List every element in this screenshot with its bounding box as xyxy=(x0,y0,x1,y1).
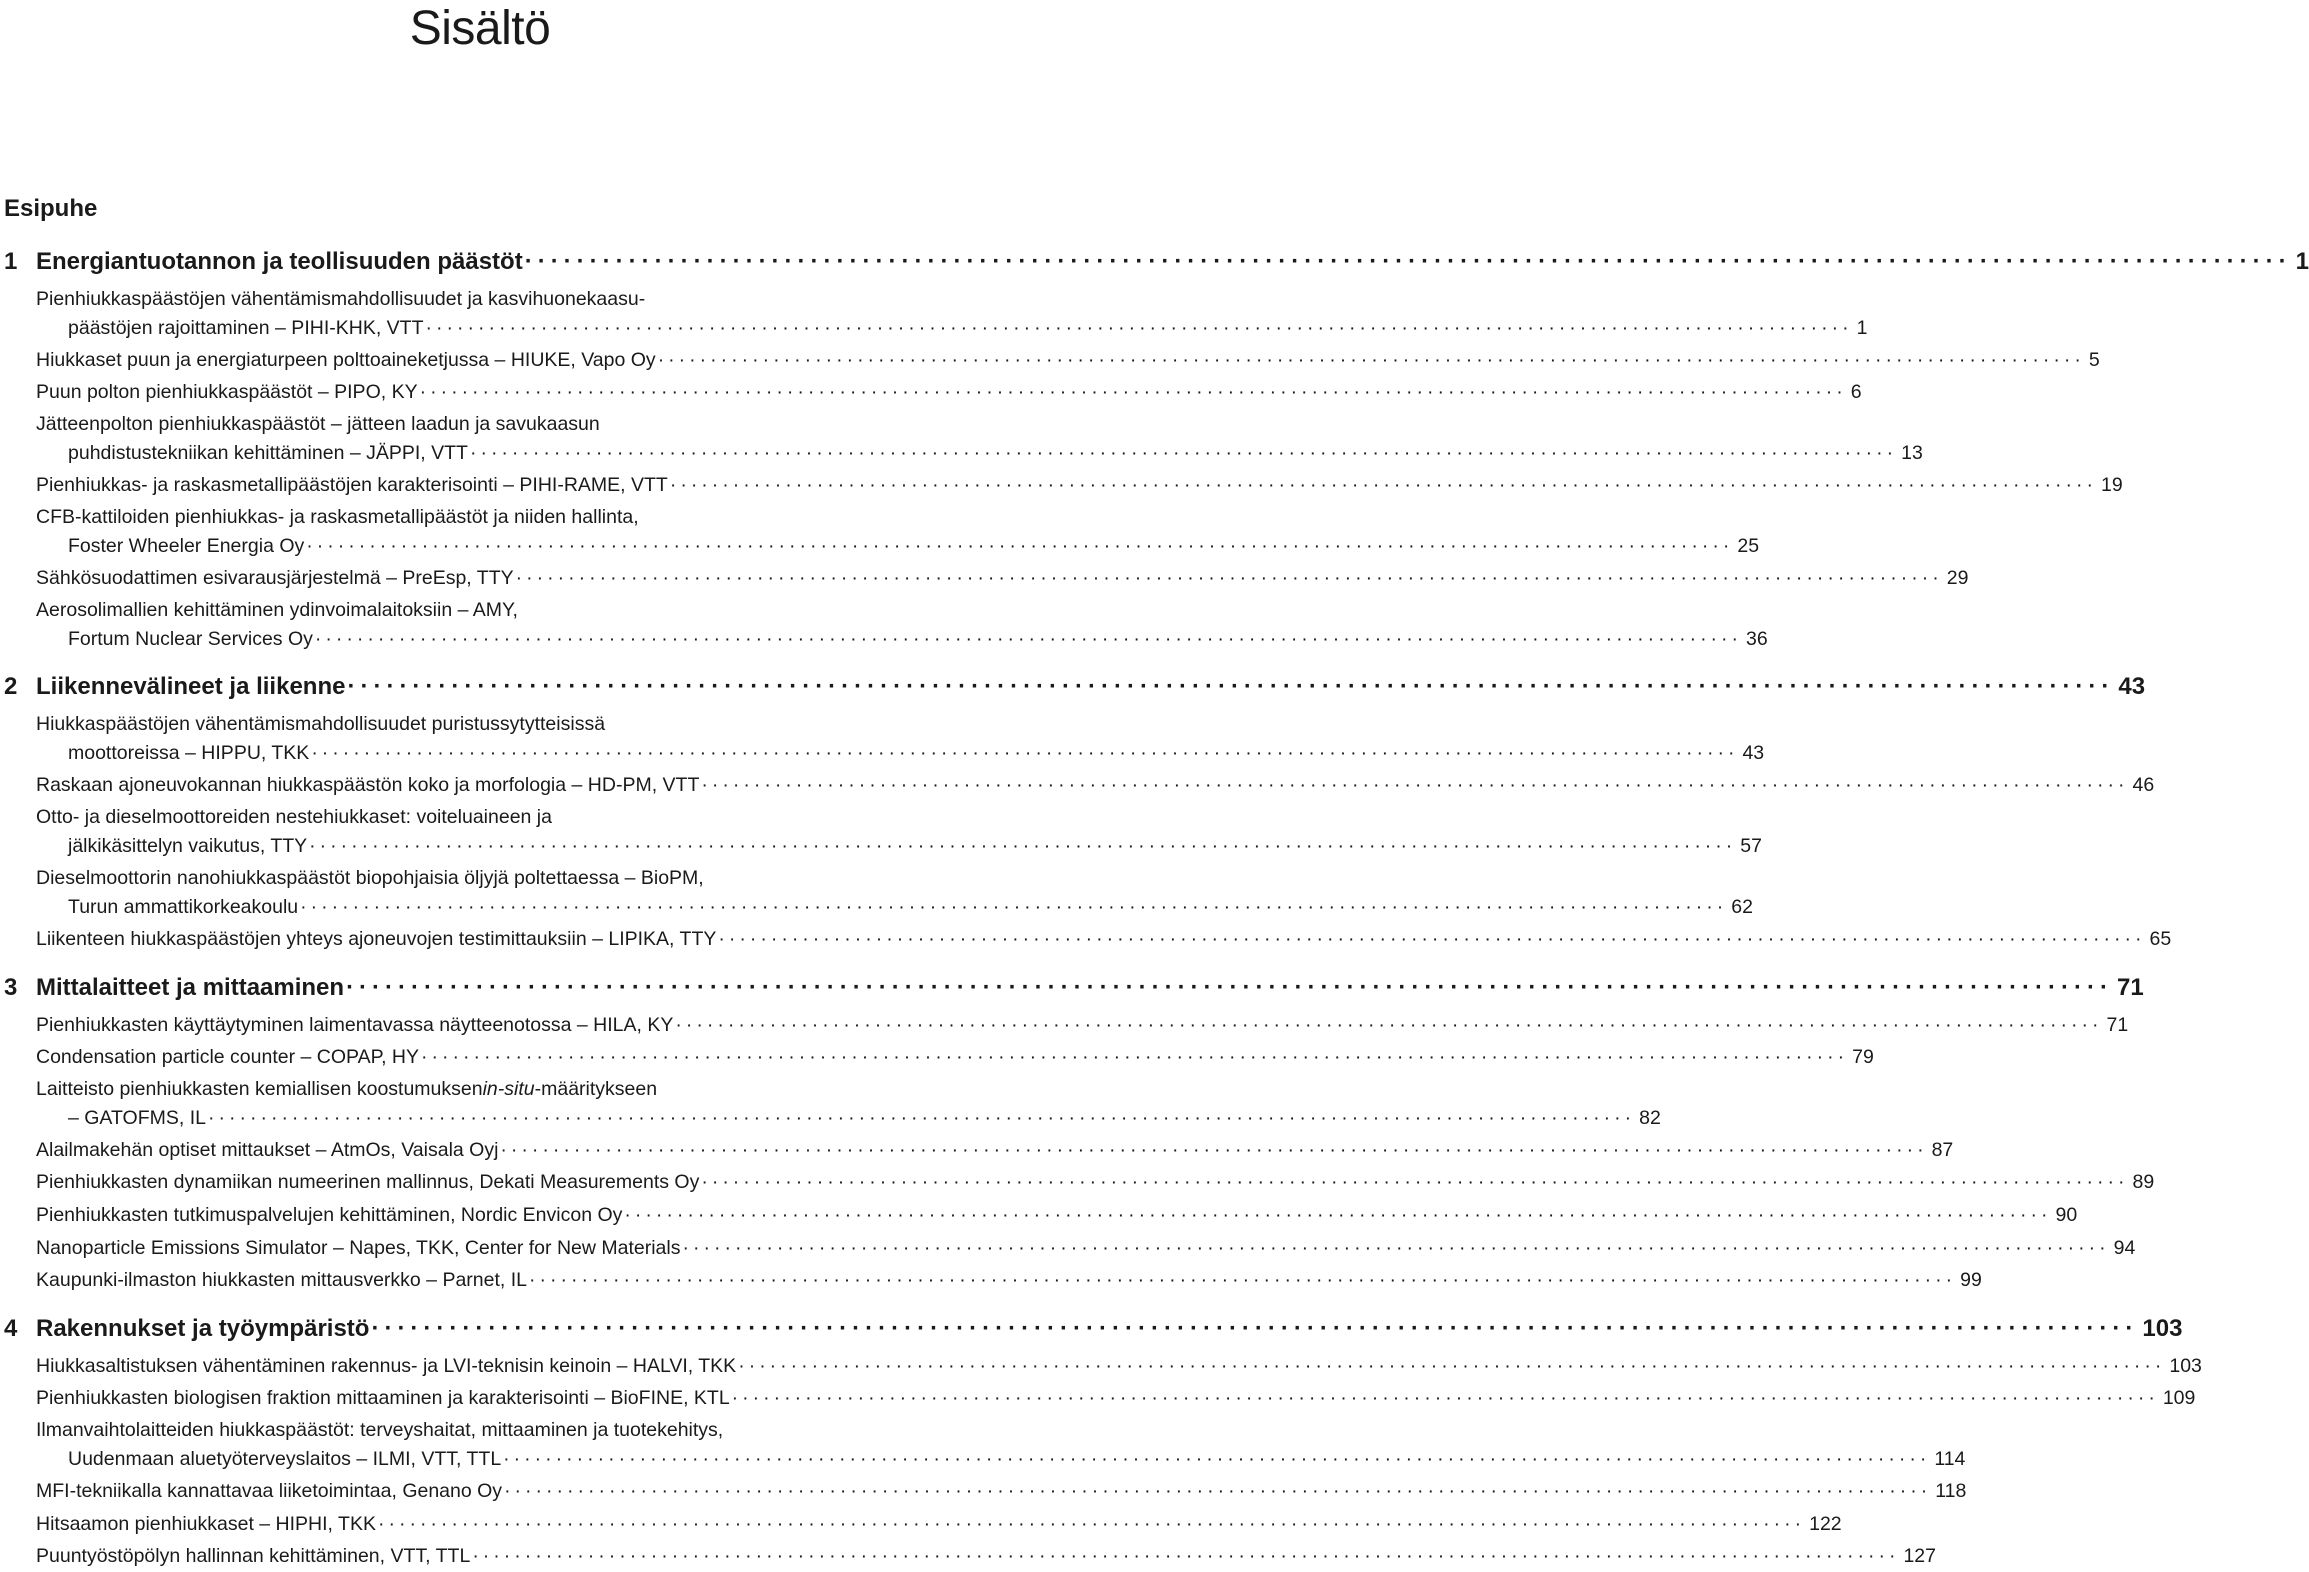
entry-title: Hiukkasaltistuksen vähentäminen rakennus- ja LVI-teknisin keinoin – HALVI, TKK xyxy=(36,1355,737,1377)
toc-entry[interactable] xyxy=(0,893,1753,921)
leader-dots xyxy=(529,1266,1956,1294)
leader-dots xyxy=(472,1542,1899,1570)
page-number: 118 xyxy=(1935,1480,1967,1502)
page-number: 46 xyxy=(2132,774,2155,796)
entry-title: – GATOFMS, IL xyxy=(68,1107,206,1129)
toc-entry[interactable] xyxy=(0,1542,1936,1570)
toc-entry[interactable] xyxy=(0,1104,1661,1132)
entry-title: Kaupunki-ilmaston hiukkasten mittausverkko – Parnet, IL xyxy=(36,1269,527,1291)
entry-title: Pienhiukkasten biologisen fraktion mittaaminen ja karakterisointi – BioFINE, KTL xyxy=(36,1387,730,1409)
entry-title: -määritykseen xyxy=(534,1078,658,1100)
leader-dots xyxy=(306,532,1733,560)
leader-dots xyxy=(732,1384,2159,1412)
toc-entry[interactable] xyxy=(0,1352,2202,1380)
leader-dots xyxy=(738,1352,2165,1380)
entry-title: Dieselmoottorin nanohiukkaspäästöt biopohjaisia öljyjä poltettaessa – BioPM, xyxy=(36,867,704,889)
leader-dots xyxy=(701,1168,2128,1196)
toc-entry[interactable] xyxy=(0,832,1762,860)
toc-entry[interactable] xyxy=(0,532,1760,560)
section-title: Rakennukset ja työympäristö xyxy=(36,1315,370,1342)
page-number: 36 xyxy=(1746,628,1768,650)
toc-entry[interactable] xyxy=(0,771,2155,799)
entry-title: Pienhiukkasten käyttäytyminen laimentavassa näytteenotossa – HILA, KY xyxy=(36,1014,674,1036)
toc-entry-line[interactable] xyxy=(0,1075,657,1103)
page-number: 87 xyxy=(1931,1139,1954,1161)
page-number: 13 xyxy=(1901,442,1923,464)
page-number: 6 xyxy=(1850,381,1862,403)
leader-dots xyxy=(658,346,2085,374)
section-heading[interactable] xyxy=(0,972,2144,1004)
entry-title: Alailmakehän optiset mittaukset – AtmOs, Vaisala Oyj xyxy=(36,1139,499,1161)
leader-dots xyxy=(504,1477,1931,1505)
entry-title: Liikenteen hiukkaspäästöjen yhteys ajoneuvojen testimittauksiin – LIPIKA, TTY xyxy=(36,928,717,950)
page-title: Sisältö xyxy=(409,2,551,55)
entry-title: päästöjen rajoittaminen – PIHI-KHK, VTT xyxy=(68,317,424,339)
section-heading[interactable] xyxy=(0,671,2146,703)
leader-dots xyxy=(718,925,2145,953)
leader-dots xyxy=(470,439,1897,467)
entry-title: Puuntyöstöpölyn hallinnan kehittäminen, VTT, TTL xyxy=(36,1545,471,1567)
section-title: Liikennevälineet ja liikenne xyxy=(36,673,346,700)
entry-title: Pienhiukkaspäästöjen vähentämismahdollisuudet ja kasvihuonekaasu- xyxy=(36,288,646,310)
page-number: 127 xyxy=(1903,1545,1936,1567)
section-number: 4 xyxy=(4,1315,18,1342)
page-number: 79 xyxy=(1852,1046,1874,1068)
leader-dots xyxy=(347,671,2114,703)
toc-entry[interactable] xyxy=(0,1266,1982,1294)
page-number: 19 xyxy=(2100,474,2123,496)
leader-dots xyxy=(371,1313,2138,1345)
entry-title: moottoreissa – HIPPU, TKK xyxy=(68,742,310,764)
entry-title: puhdistustekniikan kehittäminen – JÄPPI, VTT xyxy=(68,442,468,464)
entry-title: Pienhiukkasten dynamiikan numeerinen mallinnus, Dekati Measurements Oy xyxy=(36,1171,700,1193)
leader-dots xyxy=(624,1201,2051,1229)
entry-title: Nanoparticle Emissions Simulator – Napes, TKK, Center for New Materials xyxy=(36,1237,681,1259)
leader-dots xyxy=(311,739,1738,767)
toc-entry[interactable] xyxy=(0,1168,2155,1196)
page-number: 71 xyxy=(2117,974,2144,1001)
page-number: 109 xyxy=(2162,1387,2196,1409)
toc-entry[interactable] xyxy=(0,439,1923,467)
toc-entry[interactable] xyxy=(0,378,1862,406)
toc-entry-line[interactable] xyxy=(0,503,639,531)
toc-entry-line[interactable] xyxy=(0,803,552,831)
entry-title: Hiukkaspäästöjen vähentämismahdollisuudet puristussytytteisissä xyxy=(36,713,606,735)
page-number: 89 xyxy=(2132,1171,2155,1193)
leader-dots xyxy=(503,1445,1930,1473)
entry-title: Otto- ja dieselmoottoreiden nestehiukkaset: voiteluaineen ja xyxy=(36,806,552,828)
page-number: 71 xyxy=(2106,1014,2129,1036)
toc-entry[interactable] xyxy=(0,564,1969,592)
toc-entry[interactable] xyxy=(0,1384,2196,1412)
foreword-heading[interactable]: Esipuhe xyxy=(4,195,98,222)
leader-dots xyxy=(300,893,1727,921)
leader-dots xyxy=(682,1234,2109,1262)
entry-title: Hiukkaset puun ja energiaturpeen polttoaineketjussa – HIUKE, Vapo Oy xyxy=(36,349,656,371)
entry-title: Pienhiukkas- ja raskasmetallipäästöjen karakterisointi – PIHI-RAME, VTT xyxy=(36,474,668,496)
toc-entry[interactable] xyxy=(0,1477,1967,1505)
entry-title: Ilmanvaihtolaitteiden hiukkaspäästöt: terveyshaitat, mittaaminen ja tuotekehitys, xyxy=(36,1419,724,1441)
leader-dots xyxy=(309,832,1736,860)
entry-title: Raskaan ajoneuvokannan hiukkaspäästön koko ja morfologia – HD-PM, VTT xyxy=(36,774,700,796)
entry-title: CFB-kattiloiden pienhiukkas- ja raskasmetallipäästöt ja niiden hallinta, xyxy=(36,506,639,528)
toc-entry[interactable] xyxy=(0,1043,1874,1071)
page-number: 57 xyxy=(1740,835,1762,857)
page-number: 25 xyxy=(1737,535,1760,557)
section-number: 3 xyxy=(4,974,18,1001)
page-number: 122 xyxy=(1809,1513,1842,1535)
toc-entry[interactable] xyxy=(0,1011,2129,1039)
page-number: 114 xyxy=(1934,1448,1966,1470)
toc-entry[interactable] xyxy=(0,314,1868,342)
toc-entry[interactable] xyxy=(0,346,2100,374)
leader-dots xyxy=(346,972,2113,1004)
entry-title: Jätteenpolton pienhiukkaspäästöt – jätteen laadun ja savukaasun xyxy=(36,413,600,435)
entry-title: Puun polton pienhiukkaspäästöt – PIPO, KY xyxy=(36,381,418,403)
page-number: 94 xyxy=(2113,1237,2136,1259)
entry-title: Pienhiukkasten tutkimuspalvelujen kehittäminen, Nordic Envicon Oy xyxy=(36,1204,623,1226)
toc-entry[interactable] xyxy=(0,925,2172,953)
page-number: 62 xyxy=(1731,896,1753,918)
entry-title: Laitteisto pienhiukkasten kemiallisen koostumuksen xyxy=(36,1078,483,1100)
page-number: 5 xyxy=(2088,349,2100,371)
entry-title: Fortum Nuclear Services Oy xyxy=(68,628,313,650)
toc-entry[interactable] xyxy=(0,1136,1954,1164)
page-number: 99 xyxy=(1960,1269,1982,1291)
leader-dots xyxy=(426,314,1853,342)
page-number: 103 xyxy=(2169,1355,2202,1377)
entry-title: Turun ammattikorkeakoulu xyxy=(68,896,299,918)
toc-entry-line[interactable] xyxy=(0,710,605,738)
leader-dots xyxy=(420,378,1847,406)
entry-title: Aerosolimallien kehittäminen ydinvoimalaitoksiin – AMY, xyxy=(36,599,518,621)
page-number: 43 xyxy=(1742,742,1765,764)
section-heading[interactable] xyxy=(0,1313,2183,1345)
entry-title: Uudenmaan aluetyöterveyslaitos – ILMI, VTT, TTL xyxy=(68,1448,502,1470)
toc-entry[interactable] xyxy=(0,625,1768,653)
leader-dots xyxy=(701,771,2128,799)
entry-title-emphasis: in-situ xyxy=(482,1078,535,1100)
leader-dots xyxy=(315,625,1742,653)
leader-dots xyxy=(378,1510,1805,1538)
toc-entry-line[interactable] xyxy=(0,1416,723,1444)
toc-entry[interactable] xyxy=(0,471,2123,499)
page-number: 1 xyxy=(2295,248,2309,275)
section-heading[interactable] xyxy=(0,246,2309,278)
leader-dots xyxy=(516,564,1943,592)
section-number: 2 xyxy=(4,673,18,700)
section-title: Energiantuotannon ja teollisuuden päästöt xyxy=(36,248,523,275)
page-number: 43 xyxy=(2118,673,2146,700)
toc-entry[interactable] xyxy=(0,739,1765,767)
section-title: Mittalaitteet ja mittaaminen xyxy=(36,974,345,1001)
leader-dots xyxy=(675,1011,2102,1039)
leader-dots xyxy=(421,1043,1848,1071)
entry-title: jälkikäsittelyn vaikutus, TTY xyxy=(68,835,308,857)
page-number: 90 xyxy=(2055,1204,2078,1226)
entry-title: Condensation particle counter – COPAP, HY xyxy=(36,1046,419,1068)
toc-entry-line[interactable] xyxy=(0,285,645,313)
entry-title: Hitsaamon pienhiukkaset – HIPHI, TKK xyxy=(36,1513,376,1535)
section-number: 1 xyxy=(4,248,18,275)
toc-entry-line[interactable] xyxy=(0,410,600,438)
toc-entry-line[interactable] xyxy=(0,864,704,892)
toc-entry[interactable] xyxy=(0,1234,2136,1262)
page-number: 29 xyxy=(1946,567,1969,589)
leader-dots xyxy=(670,471,2097,499)
leader-dots xyxy=(525,246,2292,278)
toc-entry[interactable] xyxy=(0,1510,1842,1538)
page-number: 82 xyxy=(1639,1107,1661,1129)
toc-entry[interactable] xyxy=(0,1201,2078,1229)
toc-entry-line[interactable] xyxy=(0,596,518,624)
entry-title: Foster Wheeler Energia Oy xyxy=(68,535,305,557)
entry-title: MFI-tekniikalla kannattavaa liiketoimintaa, Genano Oy xyxy=(36,1480,503,1502)
page-number: 1 xyxy=(1856,317,1868,339)
leader-dots xyxy=(208,1104,1635,1132)
toc-entry[interactable] xyxy=(0,1445,1966,1473)
entry-title: Sähkösuodattimen esivarausjärjestelmä – PreEsp, TTY xyxy=(36,567,514,589)
leader-dots xyxy=(500,1136,1927,1164)
page-number: 65 xyxy=(2149,928,2172,950)
page-number: 103 xyxy=(2142,1315,2183,1342)
